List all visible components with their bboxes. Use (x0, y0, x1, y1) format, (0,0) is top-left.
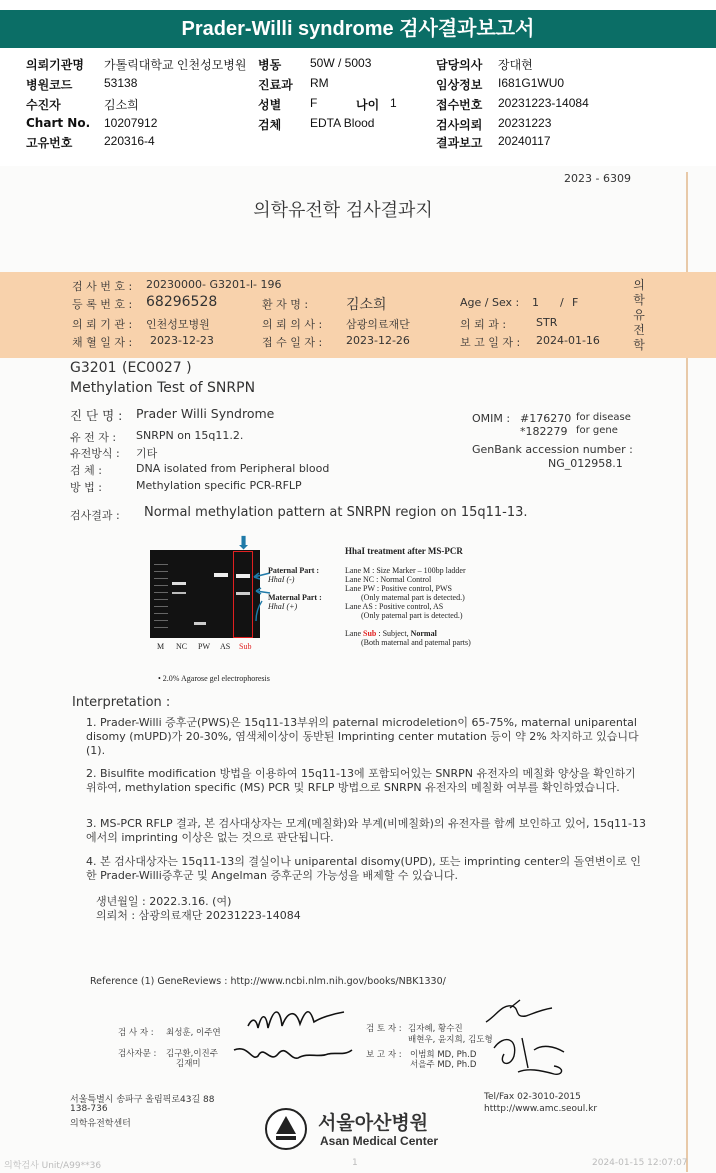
footer-timestamp: 2024-01-15 12:07:07 (592, 1158, 688, 1168)
patient-info (0, 272, 716, 358)
result-report-label: 결과보고 (436, 136, 483, 150)
band-sub-upper (236, 574, 250, 578)
footer-unit: 의학검사 Unit/A99**36 (4, 1161, 102, 1171)
reviewer-1: 김자혜, 황수진 (408, 1024, 463, 1034)
legend-sub-post: : Subject, (376, 629, 411, 638)
gene: SNRPN on 15q11.2. (136, 429, 244, 442)
signature-reporter-image (484, 1028, 574, 1084)
patient-name: 김소희 (104, 98, 139, 112)
result-text: Normal methylation pattern at SNRPN region on 15q11-13. (144, 505, 528, 520)
side-char: 의 (633, 278, 645, 292)
method-label: 방 법 : (70, 481, 102, 494)
report-patient-label: 환 자 명 : (262, 298, 309, 311)
chart-no-label: Chart No. (26, 116, 91, 130)
inherit-label: 유전방식 : (70, 447, 120, 460)
reviewer-label: 검 토 자 : (366, 1024, 402, 1034)
band-nc-lower (172, 592, 186, 594)
band-pw (194, 622, 206, 625)
legend-line: (Only paternal part is detected.) (361, 611, 463, 620)
signature-block (0, 1010, 716, 1080)
req-dept: STR (536, 316, 558, 329)
reporter-2: 서을주 MD, Ph.D (410, 1060, 477, 1070)
subject-arrow-icon: ⬇ (236, 533, 252, 554)
omim-info (472, 410, 682, 470)
interpretation-title: Interpretation : (72, 695, 171, 710)
omim-disease-id: #176270 (520, 412, 572, 425)
band-sub-lower (236, 592, 250, 595)
side-char: 전 (633, 323, 645, 337)
clinical-info-label: 임상정보 (436, 78, 483, 92)
ward: 50W / 5003 (310, 56, 372, 70)
diag-label: 진 단 명 : (70, 408, 123, 423)
specimen-detail-label: 검 체 : (70, 464, 102, 477)
side-vertical-label (632, 278, 646, 353)
req-dept-label: 의 뢰 과 : (460, 318, 507, 331)
lane-label: PW (198, 642, 210, 651)
test-details (70, 404, 490, 500)
signature-advisor-image (228, 1036, 358, 1070)
report-banner: Prader-Willi syndrome 검사결과보고서 (0, 10, 716, 48)
report-number: 2023 - 6309 (564, 172, 631, 185)
paternal-label: Paternal Part : (268, 566, 320, 575)
maternal-label: Maternal Part : (268, 593, 322, 602)
tester-label: 검 사 자 : (118, 1028, 154, 1038)
interp-item-4: 4. 본 검사대상자는 15q11-13의 결실이나 uniparental disomy(UPD), 또는 imprinting center의 돌연변이로 인한 Prader-Willi증후군 및 Angelman 증후군의 가능성을 배제할 수 있습니다. (86, 855, 641, 882)
department-label: 진료과 (258, 78, 293, 92)
reference: Reference (1) GeneReviews : http://www.ncbi.nlm.nih.gov/books/NBK1330/ (90, 976, 446, 987)
reviewer-2: 배현우, 윤지희, 김도형 (408, 1035, 493, 1045)
footer-address-3: 의학유전학센터 (70, 1119, 131, 1129)
header-info (0, 0, 716, 160)
legend-sub-line (345, 629, 545, 638)
inheritance: 기타 (136, 447, 158, 460)
omim-disease-note: for disease (576, 412, 631, 423)
side-char: 유 (633, 308, 645, 322)
req-doc-label: 의 뢰 의 사 : (262, 318, 323, 331)
maternal-hhai: HhaI (+) (268, 602, 298, 611)
req-inst-label: 의 뢰 기 관 : (72, 318, 133, 331)
age-sex-sep: / (560, 296, 564, 309)
reporter-1: 이범희 MD, Ph.D (410, 1050, 477, 1060)
omim-gene-id: *182279 (520, 425, 568, 438)
unique-no-label: 고유번호 (26, 136, 73, 150)
reporter-label: 보 고 자 : (366, 1050, 402, 1060)
specimen: EDTA Blood (310, 116, 375, 130)
footer-page: 1 (352, 1158, 358, 1168)
age: 1 (390, 96, 397, 110)
asan-foundation-logo (264, 1107, 308, 1151)
sex-label: 성별 (258, 98, 282, 112)
result-report: 20240117 (498, 134, 551, 148)
specimen-label: 검체 (258, 118, 282, 132)
legend-line: (Only maternal part is detected.) (361, 593, 465, 602)
lane-label-sub: Sub (239, 642, 252, 651)
legend-line: Lane PW : Positive control, PWS (345, 584, 452, 593)
lane-label: M (157, 642, 165, 651)
diagnosis: Prader Willi Syndrome (136, 406, 275, 421)
legend-sub-bold: Normal (410, 629, 437, 638)
report-date-label: 보 고 일 자 : (460, 336, 521, 349)
patient-label: 수진자 (26, 98, 61, 112)
gene-label: 유 전 자 : (70, 431, 117, 444)
legend-title: HhaI treatment after MS-PCR (345, 546, 463, 556)
test-request: 20231223 (498, 116, 552, 130)
birth-date: 생년월일 : 2022.3.16. (여) (96, 895, 232, 908)
hospital-code: 53138 (104, 76, 138, 90)
req-doc: 삼광의료재단 (346, 318, 410, 331)
method: Methylation specific PCR-RFLP (136, 479, 302, 492)
asan-logo-icon (264, 1107, 308, 1151)
hospital-name-kr: 서울아산병원 (318, 1112, 429, 1134)
test-no: 20230000- G3201-l- 196 (146, 278, 282, 291)
sample-date: 2023-12-23 (150, 334, 214, 347)
chart-no: 10207912 (104, 116, 158, 130)
req-inst: 인천성모병원 (146, 318, 210, 331)
method-title: Methylation Test of SNRPN (70, 380, 256, 396)
receipt-no: 20231223-14084 (498, 96, 589, 110)
advisor-2: 김재미 (176, 1059, 201, 1069)
age-sex-label: Age / Sex : (460, 296, 520, 309)
genbank-accession: NG_012958.1 (548, 457, 623, 470)
doctor-label: 담당의사 (436, 58, 483, 72)
legend-line: (Both maternal and paternal parts) (361, 638, 471, 647)
legend-line: Lane NC : Normal Control (345, 575, 432, 584)
lane-label: AS (220, 642, 231, 651)
paternal-hhai: HhaI (-) (268, 575, 295, 584)
gel-legend (345, 546, 545, 647)
legend-line: Lane M : Size Marker – 100bp ladder (345, 566, 466, 575)
unique-no: 220316-4 (104, 134, 155, 148)
footer-address-1: 서울특별시 송파구 올림픽로43길 88 (70, 1095, 215, 1105)
reg-no-label: 등 록 번 호 : (72, 298, 133, 311)
receipt-date-label: 접 수 일 자 : (262, 336, 323, 349)
requester: 의뢰처 : 삼광의료재단 20231223-14084 (96, 909, 301, 922)
legend-sub-pre: Lane (345, 629, 363, 638)
requesting-institution: 가톨릭대학교 인천성모병원 (104, 58, 247, 72)
department: RM (310, 76, 329, 90)
footer-web: htttp://www.amc.seoul.kr (484, 1104, 598, 1114)
advisor-1: 김구환,이진주 (166, 1049, 218, 1059)
interp-item-3: 3. MS-PCR RFLP 결과, 본 검사대상자는 모계(메칠화)와 부계(비메칠화)의 유전자를 함께 보인하고 있어, 15q11-13에서의 imprinting 이상은 없는 것으로 판단됩니다. (86, 817, 646, 844)
side-char: 학 (633, 338, 645, 352)
band-as (214, 573, 228, 577)
report-patient: 김소희 (346, 297, 387, 313)
age-label: 나이 (356, 98, 380, 112)
receipt-date: 2023-12-26 (346, 334, 410, 347)
lane-label: NC (176, 642, 188, 651)
advisor-label: 검사자문 : (118, 1049, 157, 1059)
report-age: 1 (532, 296, 539, 309)
clinical-info: I681G1WU0 (498, 76, 565, 90)
gel-part-labels (268, 566, 328, 616)
test-no-label: 검 사 번 호 : (72, 280, 133, 293)
sample-date-label: 채 혈 일 자 : (72, 336, 133, 349)
hospital-code-label: 병원코드 (26, 78, 73, 92)
requesting-institution-label: 의뢰기관명 (26, 58, 84, 72)
gel-caption: • 2.0% Agarose gel electrophoresis (158, 674, 270, 683)
footer-address-2: 138-736 (70, 1104, 108, 1114)
hospital-name-en: Asan Medical Center (320, 1134, 439, 1148)
signature-tester-image (240, 1000, 350, 1040)
report-sex: F (572, 296, 579, 309)
side-char: 학 (633, 293, 645, 307)
legend-sub-key: Sub (363, 629, 377, 638)
interp-item-1: 1. Prader-Willi 증후군(PWS)은 15q11-13부위의 paternal microdeletion이 65-75%, maternal uniparental disomy (mUPD)가 20-30%, 염색체이상이 동반된 Imprinting center mutation 등이 약 2% 차지하고 있습니다 (1). (86, 716, 639, 757)
test-code: G3201 (70, 360, 117, 376)
reg-no: 68296528 (146, 294, 218, 310)
ladder-bands (154, 558, 168, 633)
ward-label: 병동 (258, 58, 282, 72)
result-label: 검사결과 : (70, 509, 120, 522)
report-date: 2024-01-16 (536, 334, 600, 347)
receipt-no-label: 접수번호 (436, 98, 483, 112)
specimen-detail: DNA isolated from Peripheral blood (136, 462, 330, 475)
genbank-label: GenBank accession number : (472, 443, 633, 456)
interp-item-2: 2. Bisulfite modification 방법을 이용하여 15q11-13에 포함되어있는 SNRPN 유전자의 메칠화 양상을 확인하기 위하여, methylation specific (MS) PCR 및 RFLP 방법으로 SNRPN 유전자의 메칠화 여부를 확인하였습니다. (86, 767, 636, 794)
test-request-label: 검사의뢰 (436, 118, 483, 132)
sex: F (310, 96, 318, 110)
report-title: 의학유전학 검사결과지 (253, 200, 433, 221)
legend-line: Lane AS : Positive control, AS (345, 602, 444, 611)
signature-reviewer-image (480, 996, 560, 1030)
omim-gene-note: for gene (576, 425, 618, 436)
band-nc-upper (172, 582, 186, 585)
omim-label: OMIM : (472, 412, 511, 425)
doctor: 장대현 (498, 58, 533, 72)
tester: 최성훈, 이주연 (166, 1028, 221, 1038)
test-code-2: (EC0027 ) (122, 360, 192, 376)
footer-tel: Tel/Fax 02-3010-2015 (484, 1092, 581, 1102)
